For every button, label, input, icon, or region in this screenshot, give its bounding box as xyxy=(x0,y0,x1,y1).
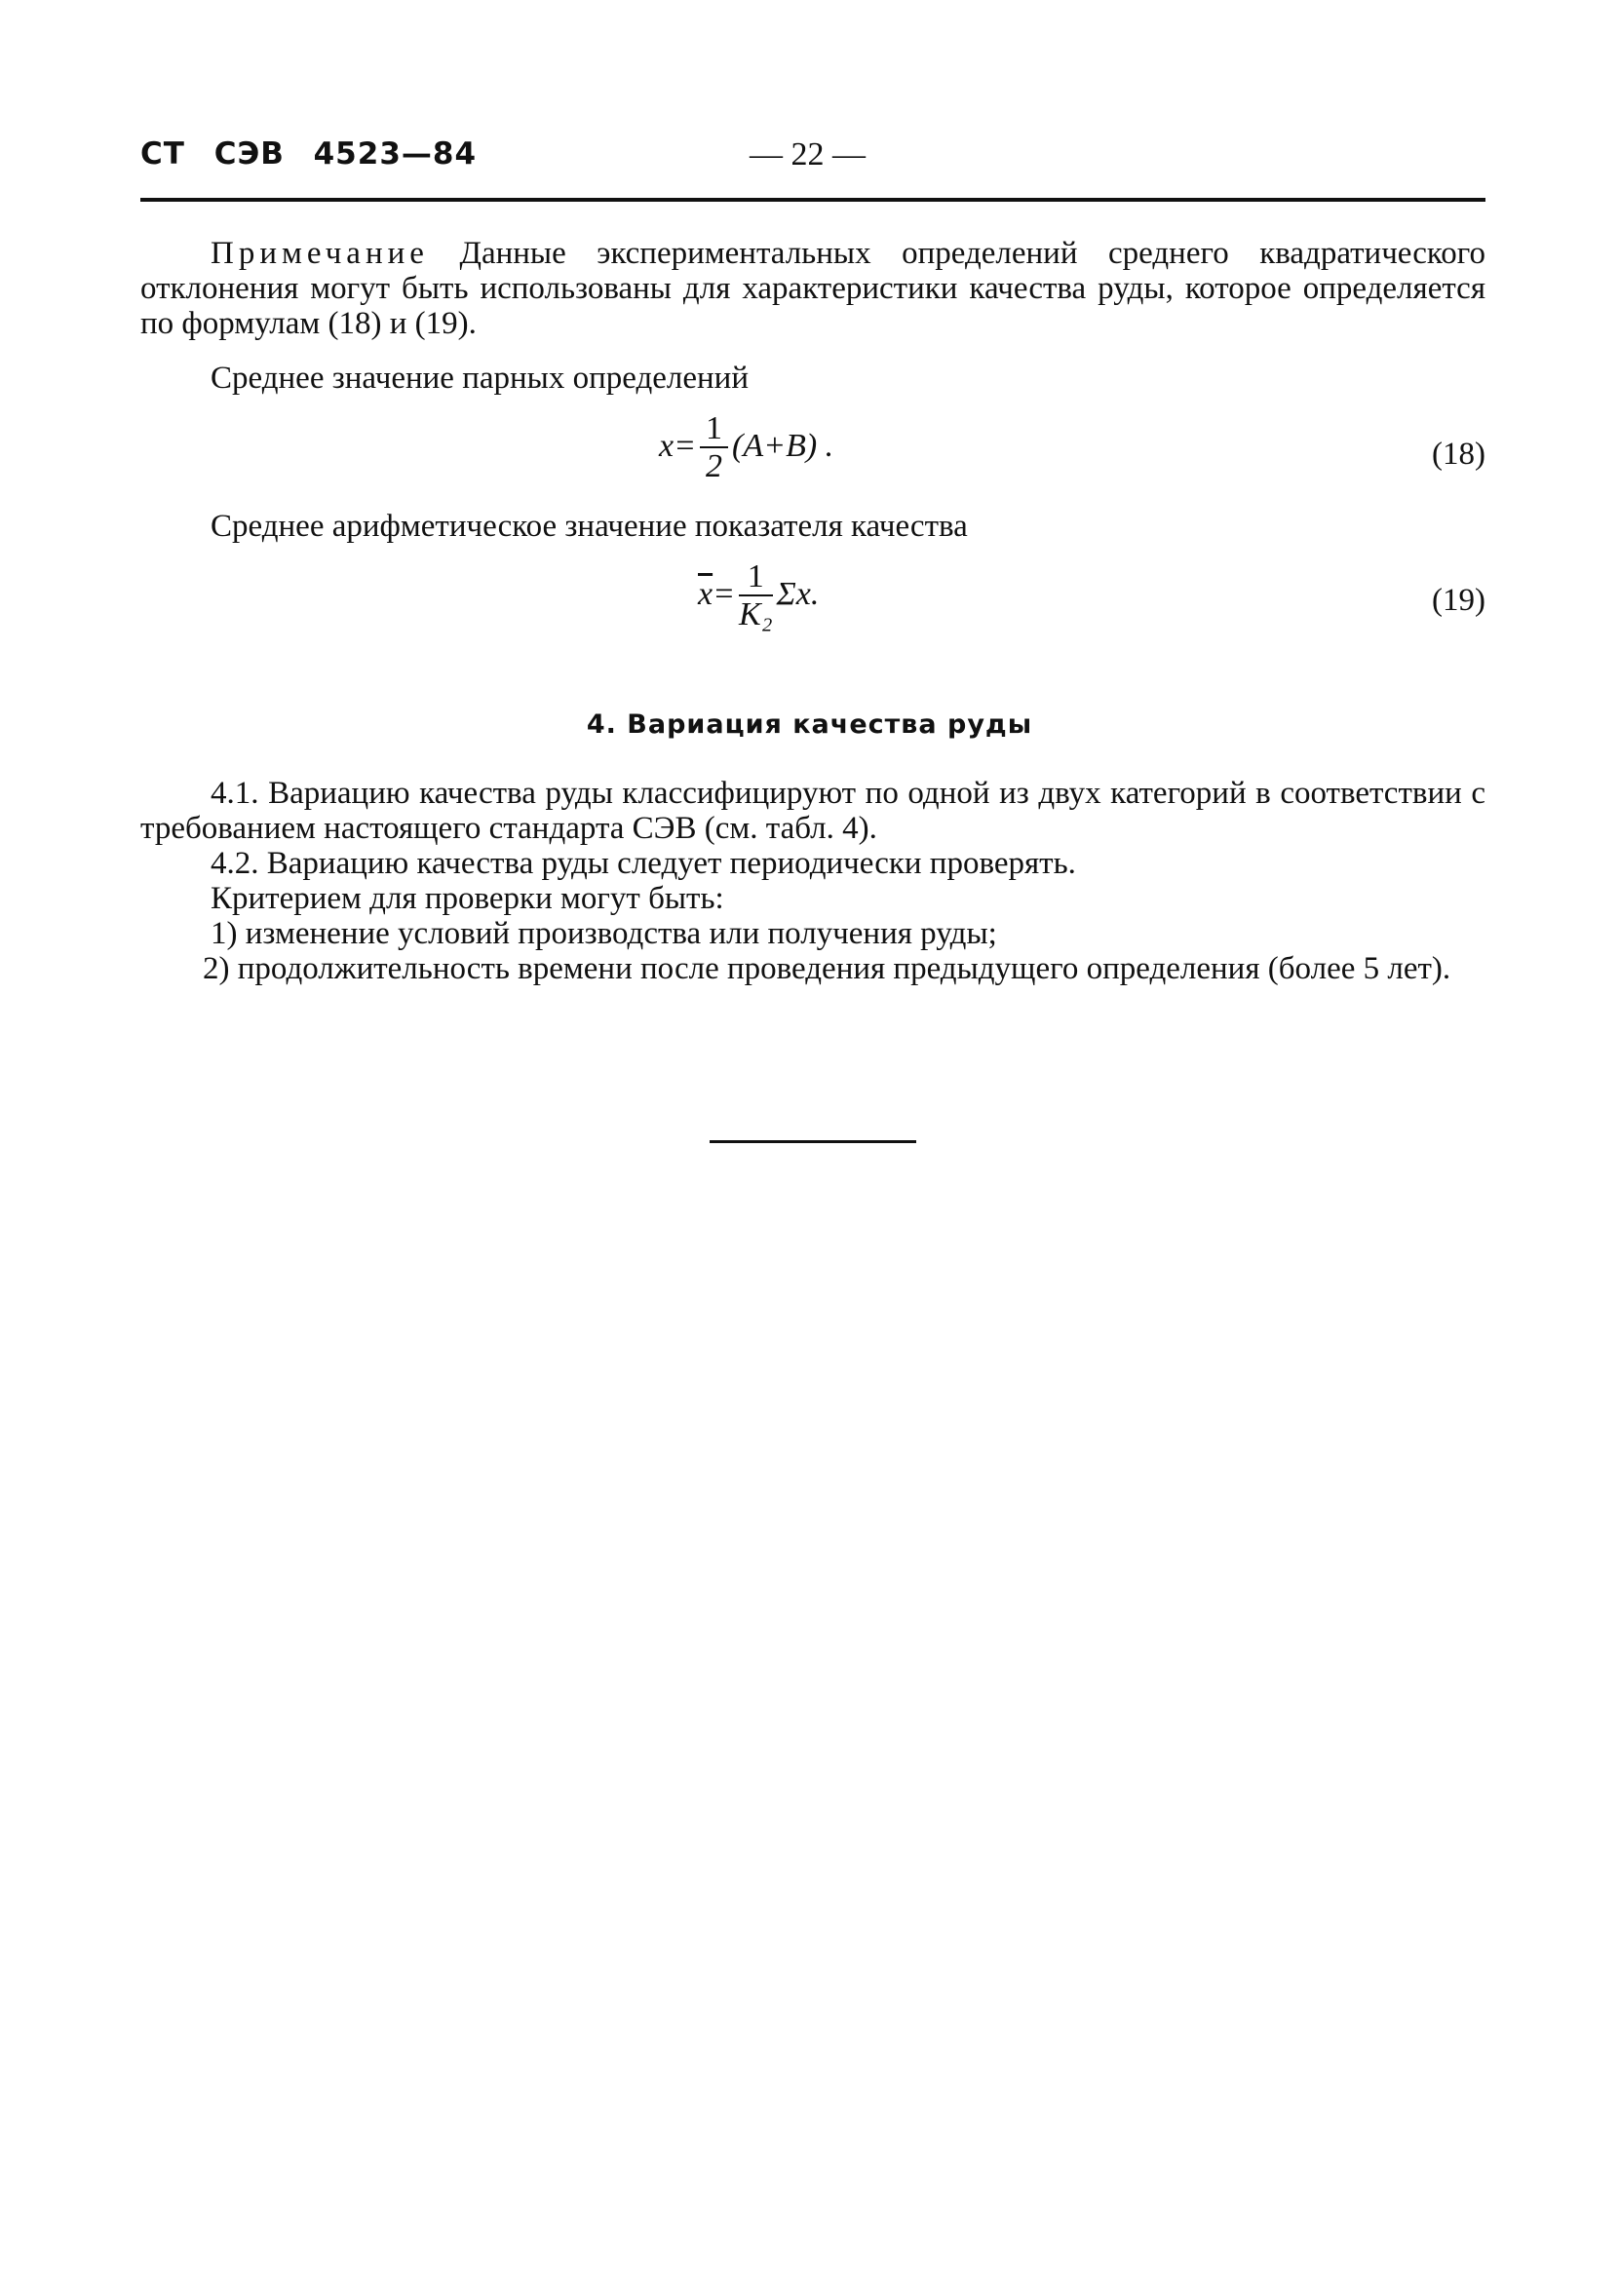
page-header xyxy=(140,136,1485,185)
formula-19-mean-var: $\overline{x}$ xyxy=(698,575,713,612)
formula-19-rhs: Σx. xyxy=(776,575,820,612)
header-divider xyxy=(140,198,1485,202)
formula-19-numerator: 1 xyxy=(739,559,773,596)
criteria-intro: Критерием для проверки могут быть: xyxy=(211,881,724,916)
end-divider xyxy=(710,1140,916,1143)
formula-19-denominator: K₂ xyxy=(739,596,773,632)
note-paragraph xyxy=(140,236,1485,341)
note-label: Примечание xyxy=(211,236,429,271)
formula-18-intro: Среднее значение парных определений xyxy=(211,361,749,396)
formula-18-rhs: (A+B) . xyxy=(732,427,834,464)
section-title: 4. Вариация качества руды xyxy=(586,709,1033,740)
paragraph-4-2: 4.2. Вариацию качества руды следует периодически проверять. xyxy=(211,846,1076,881)
formula-18 xyxy=(659,411,833,485)
formula-18-lhs: x= xyxy=(659,427,697,464)
equation-number-18: (18) xyxy=(1432,437,1485,472)
formula-19-equals: = xyxy=(713,575,736,612)
criteria-item-1: 1) изменение условий производства или получения руды; xyxy=(211,916,997,951)
criteria-item-2: 2) продолжительность времени после проведения предыдущего определения (более 5 лет). xyxy=(203,951,1451,986)
paragraph-4-1: 4.1. Вариацию качества руды классифицируют по одной из двух категорий в соответствии с требованием настоящего стандарта СЭВ (см. табл. 4). xyxy=(140,776,1485,846)
formula-19-fraction xyxy=(739,559,773,633)
formula-18-fraction xyxy=(700,411,728,485)
formula-19-intro: Среднее арифметическое значение показателя качества xyxy=(211,509,968,544)
formula-18-numerator: 1 xyxy=(700,411,728,448)
note-text: Данные экспериментальных определений среднего квадратического отклонения могут быть использованы для характеристики качества руды, которое определяется по формулам (18) и (19). xyxy=(140,236,1485,341)
formula-18-denominator: 2 xyxy=(706,448,723,484)
standard-code: СТ СЭВ 4523—84 xyxy=(140,136,478,172)
page-number: — 22 — xyxy=(750,136,866,172)
equation-number-19: (19) xyxy=(1432,583,1485,618)
formula-19 xyxy=(698,559,819,633)
